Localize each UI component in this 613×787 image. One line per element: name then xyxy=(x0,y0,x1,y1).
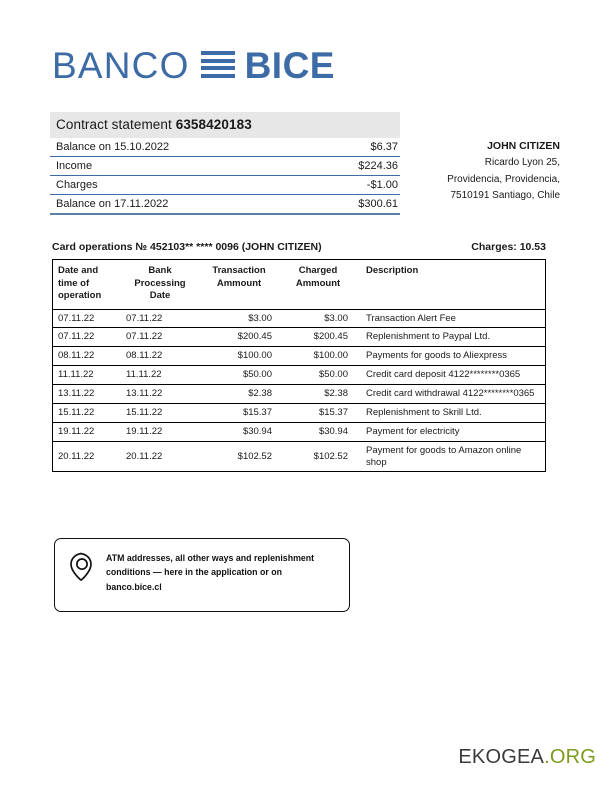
column-header-transaction-amount: Transaction Ammount xyxy=(198,260,280,310)
table-row xyxy=(53,422,546,441)
cell-description: Credit card deposit 4122********0365 xyxy=(356,366,546,385)
cell-charged-amount: $3.00 xyxy=(280,309,356,328)
cell-date: 20.11.22 xyxy=(58,450,95,462)
cell-transaction-amount: $50.00 xyxy=(198,366,280,385)
cell-transaction-amount: $3.00 xyxy=(198,309,280,328)
table-row xyxy=(53,403,546,422)
address-line-1: Ricardo Lyon 25, xyxy=(484,157,560,169)
table-row xyxy=(53,385,546,404)
table-row xyxy=(50,157,400,176)
atm-info-line-2: conditions — here in the application or on xyxy=(106,567,282,578)
account-holder-name: JOHN CITIZEN xyxy=(487,140,560,152)
atm-info-box xyxy=(54,538,350,612)
watermark-tld: .ORG xyxy=(544,746,596,768)
balance-summary-table xyxy=(50,138,400,213)
cell-transaction-amount: $2.38 xyxy=(198,385,280,404)
address-line-3: 7510191 Santiago, Chile xyxy=(450,190,560,202)
column-header-date: Date and time of operation xyxy=(53,260,123,310)
cell-date: 19.11.22 xyxy=(53,422,123,441)
map-pin-icon xyxy=(69,552,95,587)
atm-info-line-3: banco.bice.cl xyxy=(106,581,162,592)
cell-processing-date: 15.11.22 xyxy=(122,403,198,422)
cell-description: Transaction Alert Fee xyxy=(356,309,546,328)
cell-transaction-amount: $100.00 xyxy=(198,347,280,366)
balance-row-amount: -$1.00 xyxy=(302,176,400,195)
cell-description: Payment for goods to Amazon online shop xyxy=(366,444,522,468)
balance-row-amount: $224.36 xyxy=(302,157,400,176)
card-operations-title: Card operations № 452103** **** 0096 (JOHN CITIZEN) xyxy=(52,241,322,253)
cell-charged-amount: $50.00 xyxy=(280,366,356,385)
cell-date: 08.11.22 xyxy=(53,347,123,366)
table-row xyxy=(53,441,546,472)
logo-word-banco: BANCO xyxy=(52,44,190,86)
cell-description: Replenishment to Paypal Ltd. xyxy=(356,328,546,347)
cell-description: Credit card withdrawal 4122********0365 xyxy=(356,385,546,404)
contract-statement-block xyxy=(50,112,400,215)
atm-info-text xyxy=(106,551,314,594)
cell-charged-amount: $100.00 xyxy=(280,347,356,366)
cell-date: 11.11.22 xyxy=(53,366,123,385)
atm-info-line-1: ATM addresses, all other ways and replenishment xyxy=(106,553,315,563)
cell-processing-date: 07.11.22 xyxy=(122,328,198,347)
cell-transaction-amount: $30.94 xyxy=(198,422,280,441)
cell-charged-amount: $2.38 xyxy=(280,385,356,404)
table-row xyxy=(50,138,400,157)
watermark xyxy=(458,746,596,769)
card-operations-table xyxy=(52,259,546,472)
contract-statement-title xyxy=(50,112,400,138)
cell-description: Replenishment to Skrill Ltd. xyxy=(356,403,546,422)
balance-row-label: Balance on 17.11.2022 xyxy=(50,195,302,214)
cell-date: 15.11.22 xyxy=(53,403,123,422)
table-row xyxy=(53,366,546,385)
table-row xyxy=(50,176,400,195)
cell-processing-date: 07.11.22 xyxy=(122,309,198,328)
cell-charged-amount: $102.52 xyxy=(313,450,348,462)
address-line-2: Providencia, Providencia, xyxy=(447,173,560,185)
contract-statement-number: 6358420183 xyxy=(175,117,252,132)
cell-transaction-amount: $200.45 xyxy=(198,328,280,347)
cell-processing-date: 13.11.22 xyxy=(122,385,198,404)
column-header-charged-amount: Charged Ammount xyxy=(280,260,356,310)
cell-description: Payment for electricity xyxy=(356,422,546,441)
cell-date: 07.11.22 xyxy=(53,309,123,328)
watermark-name: EKOGEA xyxy=(458,746,545,768)
cell-processing-date: 20.11.22 xyxy=(126,450,163,462)
cell-date: 13.11.22 xyxy=(53,385,123,404)
cell-description: Payments for goods to Aliexpress xyxy=(356,347,546,366)
table-row xyxy=(53,328,546,347)
column-header-processing-date: Bank Processing Date xyxy=(122,260,198,310)
cell-charged-amount: $15.37 xyxy=(280,403,356,422)
cell-transaction-amount: $15.37 xyxy=(198,403,280,422)
card-operations-table-wrapper xyxy=(52,259,546,472)
balance-table-bottom-rule xyxy=(50,213,400,215)
account-holder-address xyxy=(380,138,560,205)
cell-processing-date: 11.11.22 xyxy=(122,366,198,385)
cell-processing-date: 19.11.22 xyxy=(122,422,198,441)
cell-charged-amount: $30.94 xyxy=(280,422,356,441)
card-operations-charges: Charges: 10.53 xyxy=(471,241,546,253)
cell-processing-date: 08.11.22 xyxy=(122,347,198,366)
logo-bars-icon xyxy=(201,51,235,79)
table-row xyxy=(53,347,546,366)
cell-transaction-amount: $102.52 xyxy=(237,450,272,462)
cell-date: 07.11.22 xyxy=(53,328,123,347)
table-row xyxy=(50,195,400,214)
table-header-row xyxy=(53,260,546,310)
column-header-description: Description xyxy=(356,260,546,310)
contract-statement-label: Contract statement xyxy=(56,117,172,132)
card-operations-heading-row xyxy=(52,241,546,253)
cell-charged-amount: $200.45 xyxy=(280,328,356,347)
table-row xyxy=(53,309,546,328)
balance-row-amount: $300.61 xyxy=(302,195,400,214)
balance-row-label: Balance on 15.10.2022 xyxy=(56,141,170,153)
balance-row-amount: $6.37 xyxy=(370,141,398,153)
balance-row-label: Income xyxy=(50,157,302,176)
logo-word-bice: BICE xyxy=(244,44,335,86)
bank-logo xyxy=(52,42,335,88)
balance-row-label: Charges xyxy=(50,176,302,195)
